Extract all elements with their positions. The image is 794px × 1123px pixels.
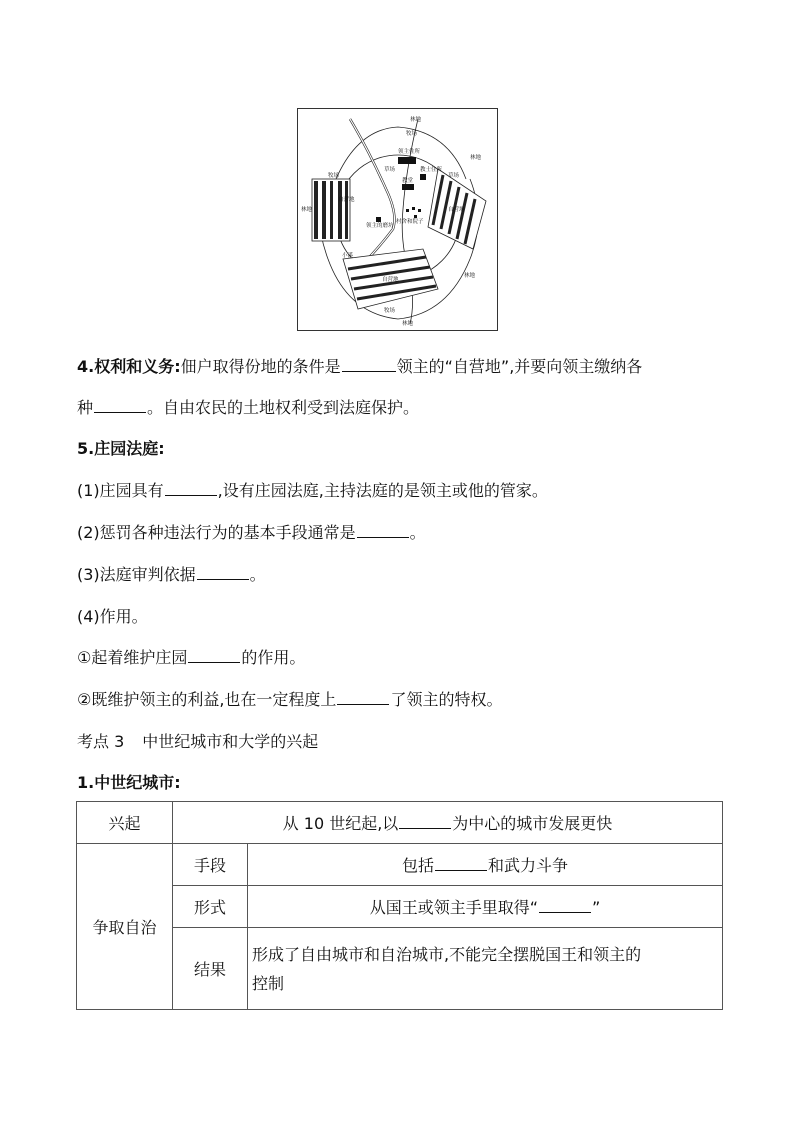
section5-item2-a: (2)惩罚各种违法行为的基本手段通常是 bbox=[77, 523, 356, 542]
table-row bbox=[77, 886, 723, 928]
section5-item4: (4)作用。 bbox=[77, 607, 148, 626]
label-forest-lower-right: 林地 bbox=[464, 273, 476, 279]
section5-sub2-b: 了领主的特权。 bbox=[390, 690, 503, 709]
section5-item1-a: (1)庄园具有 bbox=[77, 481, 164, 500]
r3-head: 形式 bbox=[173, 886, 248, 928]
manor-map-figure bbox=[297, 108, 498, 331]
section4-text3: 种 bbox=[77, 398, 94, 417]
label-forest-right: 林地 bbox=[470, 155, 482, 161]
stream-inner bbox=[350, 119, 394, 269]
label-clergy-residence: 教士住所 bbox=[420, 167, 443, 173]
section5-sub2-a: ②既维护领主的利益,也在一定程度上 bbox=[77, 690, 337, 709]
fill-blank[interactable] bbox=[337, 688, 389, 705]
fill-blank[interactable] bbox=[435, 854, 487, 871]
label-pasture-left: 牧场 bbox=[328, 173, 340, 179]
fill-blank[interactable] bbox=[94, 396, 146, 413]
manor-map-drawing bbox=[298, 109, 497, 330]
fill-blank[interactable] bbox=[165, 479, 217, 496]
fill-blank[interactable] bbox=[399, 812, 451, 829]
village-house-4 bbox=[414, 215, 417, 218]
section5-sub1 bbox=[77, 646, 305, 670]
label-lord-mill: 领主的磨坊 bbox=[366, 223, 394, 229]
r3-content bbox=[248, 886, 723, 928]
section4-text2: 领主的“自营地”,并要向领主缴纳各 bbox=[396, 357, 643, 376]
section5-item1 bbox=[77, 479, 548, 503]
church-building bbox=[402, 184, 414, 190]
label-village: 村舍和院子 bbox=[396, 219, 424, 225]
section5-heading: 5.庄园法庭: bbox=[77, 439, 165, 458]
label-forest-top: 林地 bbox=[410, 117, 422, 123]
label-meadow-right: 草场 bbox=[448, 173, 460, 179]
section4-line1 bbox=[77, 355, 642, 379]
medieval-city-table bbox=[76, 801, 723, 1010]
r2-text-b: 和武力斗争 bbox=[488, 856, 569, 875]
city-heading: 1.中世纪城市: bbox=[77, 773, 181, 792]
section5-item3-b: 。 bbox=[249, 565, 266, 584]
label-stream: 小溪 bbox=[342, 253, 354, 259]
r4-text-2: 控制 bbox=[252, 973, 285, 993]
village-house-3 bbox=[418, 209, 421, 212]
r2-head: 手段 bbox=[173, 844, 248, 886]
village-house-2 bbox=[412, 207, 415, 210]
label-meadow-left: 草场 bbox=[384, 167, 396, 173]
label-church: 教堂 bbox=[402, 178, 414, 184]
group-head: 争取自治 bbox=[77, 844, 173, 1010]
label-forest-left: 林地 bbox=[301, 207, 313, 213]
fill-blank[interactable] bbox=[539, 896, 591, 913]
r2-content bbox=[248, 844, 723, 886]
table-row bbox=[77, 802, 723, 844]
r3-text-b: ” bbox=[592, 898, 601, 917]
row1-head: 兴起 bbox=[77, 802, 173, 844]
section5-item3 bbox=[77, 563, 266, 587]
section5-item2-b: 。 bbox=[409, 523, 426, 542]
section4-line2 bbox=[77, 396, 419, 420]
label-pasture-bottom: 牧场 bbox=[384, 308, 396, 314]
label-demesne-right: 自营地 bbox=[448, 207, 465, 213]
table-row bbox=[77, 844, 723, 886]
r4-text-1: 形成了自由城市和自治城市,不能完全摆脱国王和领主的 bbox=[252, 944, 642, 964]
label-lord-residence: 领主住所 bbox=[398, 149, 421, 155]
fill-blank[interactable] bbox=[357, 521, 409, 538]
r2-text-a: 包括 bbox=[401, 856, 434, 875]
section5-sub2 bbox=[77, 688, 502, 712]
r4-content bbox=[248, 928, 723, 1010]
section5-item1-b: ,设有庄园法庭,主持法庭的是领主或他的管家。 bbox=[217, 481, 548, 500]
fill-blank[interactable] bbox=[188, 646, 240, 663]
fill-blank[interactable] bbox=[342, 355, 396, 372]
r4-head: 结果 bbox=[173, 928, 248, 1010]
mill-building bbox=[376, 217, 381, 222]
village-house-1 bbox=[406, 209, 409, 212]
clergy-residence-building bbox=[420, 174, 426, 180]
section4-heading: 4.权利和义务: bbox=[77, 357, 181, 376]
section5-sub1-b: 的作用。 bbox=[241, 648, 306, 667]
strip-fields-left bbox=[312, 179, 350, 241]
section5-sub1-a: ①起着维护庄园 bbox=[77, 648, 188, 667]
label-forest-bottom: 林地 bbox=[402, 321, 414, 327]
section4-text1: 佃户取得份地的条件是 bbox=[180, 357, 341, 376]
row1-content bbox=[173, 802, 723, 844]
section4-text4: 。自由农民的土地权利受到法庭保护。 bbox=[147, 398, 420, 417]
table-row bbox=[77, 928, 723, 1010]
section5-item2 bbox=[77, 521, 426, 545]
fill-blank[interactable] bbox=[197, 563, 249, 580]
lord-residence-building bbox=[398, 157, 416, 164]
label-demesne-bottom: 自营地 bbox=[382, 277, 399, 283]
kaodian-heading bbox=[77, 730, 318, 754]
label-demesne-left: 自营地 bbox=[338, 197, 355, 203]
row1-text-b: 为中心的城市发展更快 bbox=[452, 814, 613, 833]
label-pasture-top: 牧场 bbox=[406, 131, 418, 137]
r3-text-a: 从国王或领主手里取得“ bbox=[369, 898, 538, 917]
kaodian-label: 考点 3 bbox=[77, 732, 125, 751]
kaodian-title: 中世纪城市和大学的兴起 bbox=[142, 732, 319, 751]
row1-text-a: 从 10 世纪起,以 bbox=[282, 814, 399, 833]
section5-item3-a: (3)法庭审判依据 bbox=[77, 565, 196, 584]
